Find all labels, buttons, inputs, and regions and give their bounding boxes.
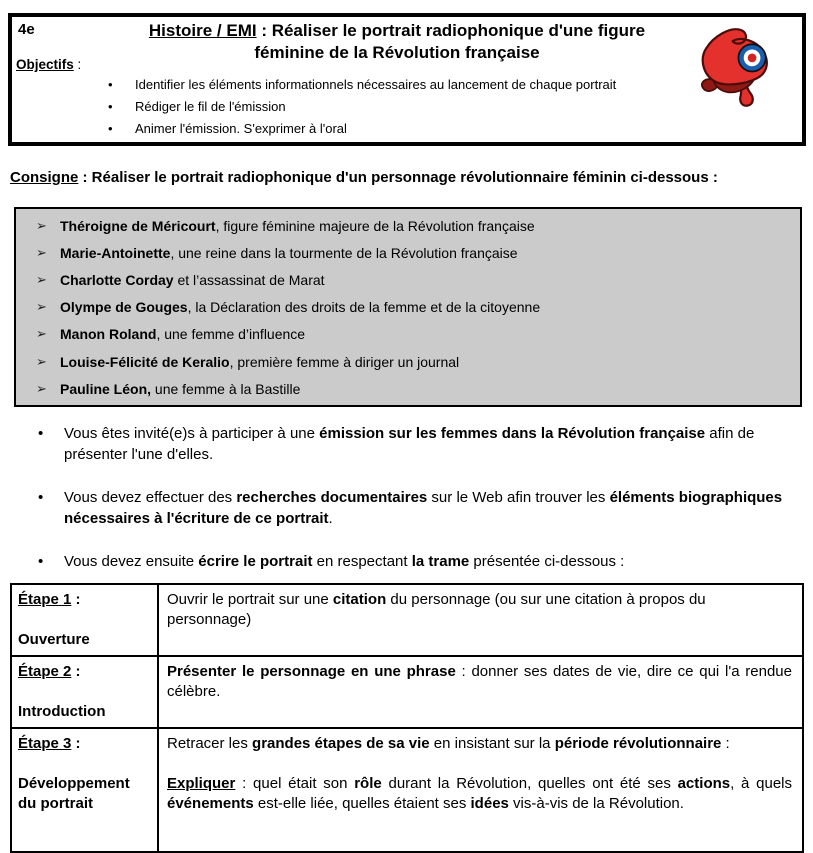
grade-label: 4e [18,21,35,38]
phrygian-cap-icon [694,18,782,110]
cockade-center [748,53,757,62]
objective-item [108,121,616,143]
document-title [82,20,712,64]
personnage-item [16,266,800,293]
instruction-text: Vous êtes invité(e)s à participer à une émission sur les femmes dans la Révolution française afin de présenter l'une d'elles. [64,425,755,463]
table-row-etape-2 [11,656,803,728]
personnage-item [16,212,800,239]
instruction-item [38,551,794,572]
personnages-box [14,207,802,407]
personnage-item [16,239,800,266]
step-name: Ouverture [18,631,90,648]
phrygian-cap-logo [694,18,782,110]
step-description-cell [158,728,803,852]
arrow-bullet-icon: ➢ [36,244,47,260]
step-description: Expliquer : quel était son rôle durant la Révolution, quelles ont été ses actions, à quels événements est-elle liée, quelles étaient ses idées vis-à-vis de la Révolution. [167,775,792,812]
instructions-section [38,423,794,594]
personnage-text: Manon Roland, une femme d’influence [60,326,306,343]
objective-text: Animer l'émission. S'exprimer à l'oral [135,121,347,136]
instruction-item [38,487,794,529]
personnage-text: Marie-Antoinette, une reine dans la tourmente de la Révolution française [60,244,518,261]
step-label: Étape 2 : [18,663,81,680]
table-row-etape-1 [11,584,803,656]
bullet-dot-icon: • [108,99,113,114]
personnages-list [16,209,800,402]
bullet-dot-icon: • [108,121,113,136]
objectives-label: Objectifs : [16,57,82,72]
arrow-bullet-icon: ➢ [36,271,47,287]
instruction-text: Vous devez ensuite écrire le portrait en respectant la trame présentée ci-dessous : [64,553,625,570]
objective-text: Identifier les éléments informationnels nécessaires au lancement de chaque portrait [135,77,617,92]
arrow-bullet-icon: ➢ [36,217,47,233]
bullet-dot-icon: • [38,425,44,442]
bullet-dot-icon: • [38,553,44,570]
personnage-item [16,321,800,348]
step-description-cell [158,656,803,728]
personnage-item [16,294,800,321]
step-description: Ouvrir le portrait sur une citation du personnage (ou sur une citation à propos du personnage) [167,591,706,628]
step-name: Développement du portrait [18,775,130,812]
personnage-item [16,375,800,402]
bullet-dot-icon: • [108,77,113,92]
step-description: Retracer les grandes étapes de sa vie en insistant sur la période révolutionnaire : [167,735,730,752]
document-title-line2: féminine de la Révolution française [254,43,540,62]
step-description: Présenter le personnage en une phrase : donner ses dates de vie, dire ce qui l'a rendue célèbre. [167,663,792,700]
step-description-cell [158,584,803,656]
objective-text: Rédiger le fil de l'émission [135,99,286,114]
objective-item [108,77,616,99]
personnage-text: Théroigne de Méricourt, figure féminine majeure de la Révolution française [60,217,535,234]
arrow-bullet-icon: ➢ [36,380,47,396]
arrow-bullet-icon: ➢ [36,353,47,369]
personnage-text: Olympe de Gouges, la Déclaration des droits de la femme et de la citoyenne [60,299,541,316]
consigne-line: Consigne : Réaliser le portrait radiophonique d'un personnage révolutionnaire féminin ci-dessous : [10,169,718,186]
instruction-text: Vous devez effectuer des recherches documentaires sur le Web afin trouver les éléments biographiques nécessaires à l'écriture de ce portrait. [64,489,783,527]
personnage-text: Charlotte Corday et l’assassinat de Marat [60,271,325,288]
header-box [8,13,806,146]
instruction-item [38,423,794,465]
personnage-text: Pauline Léon, une femme à la Bastille [60,380,301,397]
arrow-bullet-icon: ➢ [36,299,47,315]
bullet-dot-icon: • [38,489,44,506]
personnage-item [16,348,800,375]
step-cell [11,656,158,728]
step-label: Étape 1 : [18,591,81,608]
step-cell [11,728,158,852]
step-label: Étape 3 : [18,735,81,752]
step-name: Introduction [18,703,106,720]
document-title-line1: Histoire / EMI : Réaliser le portrait radiophonique d'une figure [148,21,646,40]
personnage-text: Louise-Félicité de Keralio, première femme à diriger un journal [60,353,460,370]
table-row-etape-3 [11,728,803,852]
arrow-bullet-icon: ➢ [36,326,47,342]
step-cell [11,584,158,656]
trame-table [10,583,804,853]
objective-item [108,99,616,121]
objectives-list [108,77,616,143]
